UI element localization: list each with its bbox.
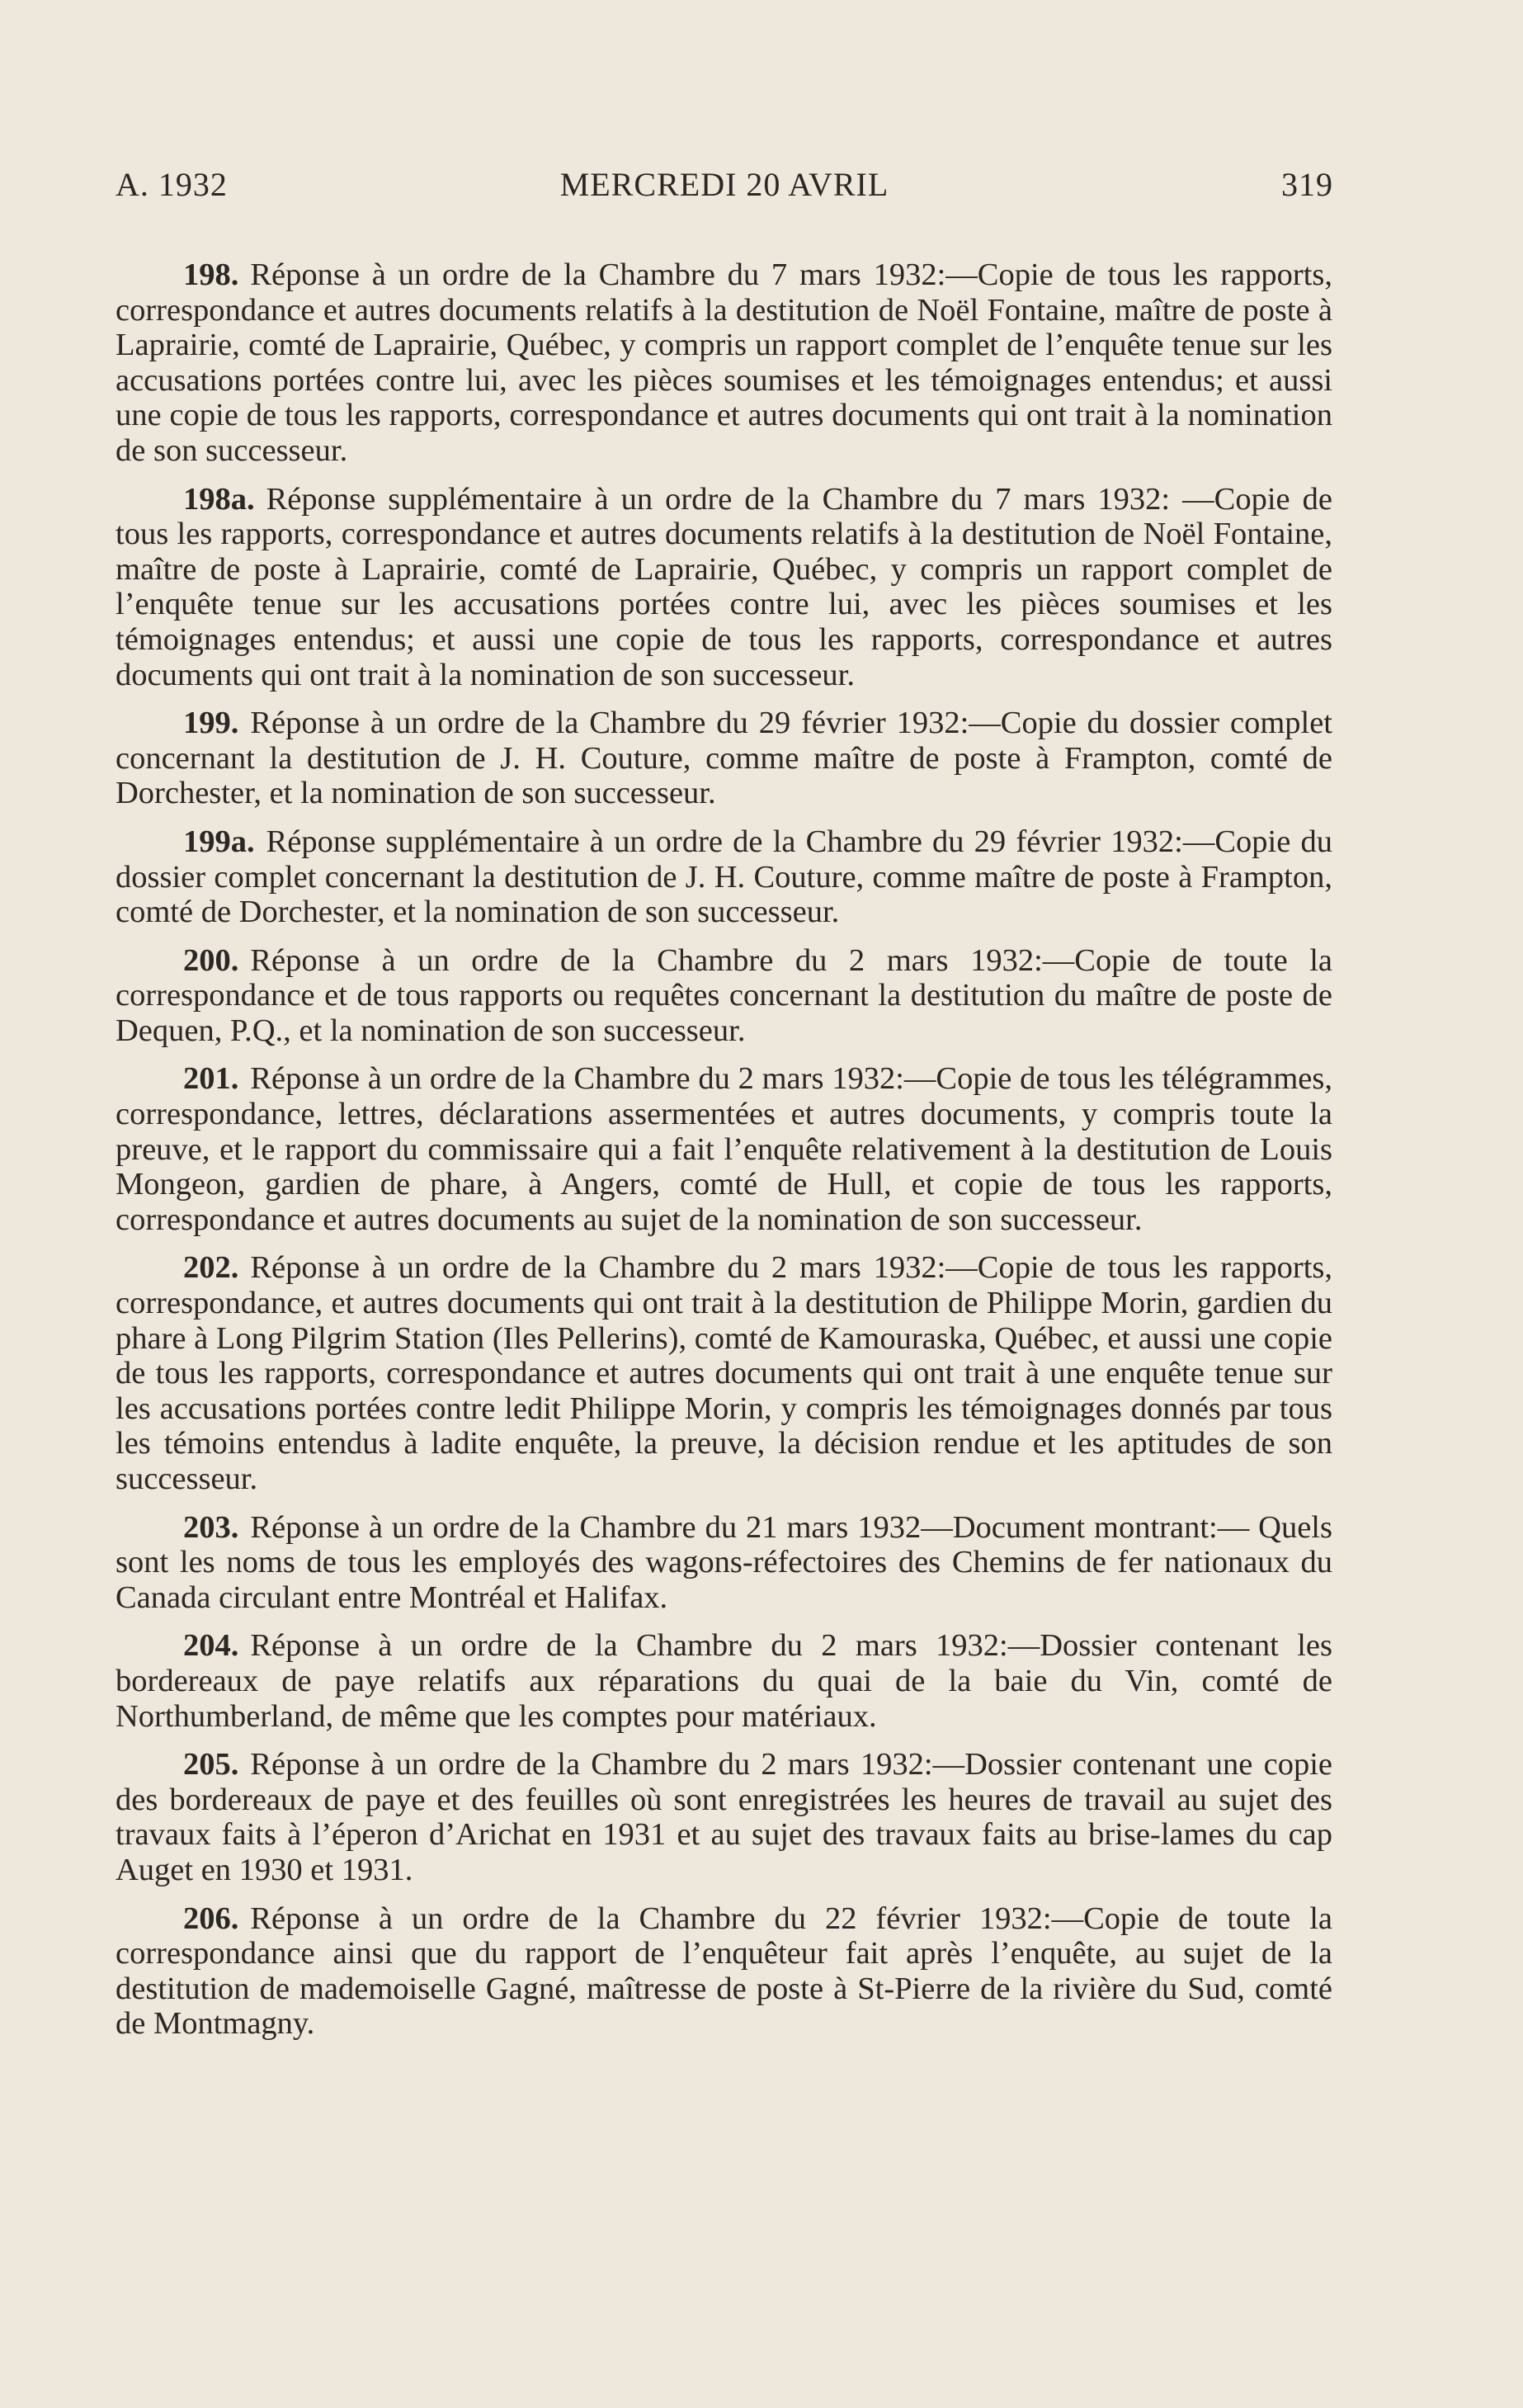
entry-number: 205. bbox=[183, 1747, 239, 1782]
entry-205 bbox=[116, 1747, 1332, 1887]
entry-text: Réponse à un ordre de la Chambre du 29 février 1932:—Copie du dossier complet concernant la destitution de J. H. Couture, comme maître de poste à Frampton, comté de Dorchester, et la nomination de son successeur. bbox=[116, 706, 1332, 811]
entry-204 bbox=[116, 1628, 1332, 1734]
entry-number: 198a. bbox=[183, 481, 255, 517]
entry-198 bbox=[116, 257, 1332, 469]
entry-199a bbox=[116, 824, 1332, 930]
page-number: 319 bbox=[1281, 166, 1333, 203]
entry-text: Réponse à un ordre de la Chambre du 2 mars 1932:—Copie de tous les télégrammes, correspondance, lettres, déclarations assermentées et autres documents, y compris toute la preuve, et le rapport du commissaire qui a fait l’enquête relativement à la destitution de Louis Mongeon, gardien de phare, à Angers, comté de Hull, et copie de tous les rapports, correspondance et autres documents au sujet de la nomination de son successeur. bbox=[116, 1061, 1332, 1237]
entry-203 bbox=[116, 1510, 1332, 1616]
entry-number: 202. bbox=[183, 1250, 239, 1286]
entry-202 bbox=[116, 1250, 1332, 1496]
entry-text: Réponse supplémentaire à un ordre de la Chambre du 7 mars 1932: —Copie de tous les rapports, correspondance et autres documents relatifs à la destitution de Noël Fontaine, maître de poste à Laprairie, comté de Laprairie, Québec, y compris un rapport complet de l’enquête tenue sur les accusations portées contre lui, avec les pièces soumises et les témoignages entendus; et aussi une copie de tous les rapports, correspondance et autres documents qui ont trait à la nomination de son successeur. bbox=[116, 481, 1332, 692]
entry-200 bbox=[116, 943, 1332, 1049]
entry-number: 206. bbox=[183, 1900, 239, 1936]
entry-text: Réponse à un ordre de la Chambre du 21 mars 1932—Document montrant:— Quels sont les noms de tous les employés des wagons-réfectoires des Chemins de fer nationaux du Canada circulant entre Montréal et Halifax. bbox=[116, 1509, 1332, 1615]
document-body bbox=[116, 257, 1332, 2055]
entry-number: 201. bbox=[183, 1061, 239, 1097]
header-date: MERCREDI 20 AVRIL bbox=[559, 166, 889, 203]
entry-text: Réponse à un ordre de la Chambre du 2 mars 1932:—Dossier contenant les bordereaux de paye relatifs aux réparations du quai de la baie du Vin, comté de Northumberland, de même que les comptes pour matériaux. bbox=[116, 1628, 1332, 1734]
entry-number: 200. bbox=[183, 942, 239, 978]
entry-text: Réponse supplémentaire à un ordre de la Chambre du 29 février 1932:—Copie du dossier complet concernant la destitution de J. H. Couture, comme maître de poste à Frampton, comté de Dorchester, et la nomination de son successeur. bbox=[116, 824, 1332, 930]
header-year: A. 1932 bbox=[116, 166, 228, 203]
entry-201 bbox=[116, 1061, 1332, 1237]
entry-number: 199a. bbox=[183, 824, 255, 859]
entry-text: Réponse à un ordre de la Chambre du 2 mars 1932:—Copie de tous les rapports, correspondance, et autres documents qui ont trait à la destitution de Philippe Morin, gardien du phare à Long Pilgrim Station (Iles Pellerins), comté de Kamouraska, Québec, et aussi une copie de tous les rapports, correspondance et autres documents qui ont trait à une enquête tenue sur les accusations portées contre ledit Philippe Morin, y compris les témoignages donnés par tous les témoins entendus à ladite enquête, la preuve, la décision rendue et les aptitudes de son successeur. bbox=[116, 1250, 1332, 1496]
entry-text: Réponse à un ordre de la Chambre du 22 février 1932:—Copie de toute la correspondance ainsi que du rapport de l’enquêteur fait après l’enquête, au sujet de la destitution de mademoiselle Gagné, maîtresse de poste à St-Pierre de la rivière du Sud, comté de Montmagny. bbox=[116, 1900, 1332, 2042]
entry-206 bbox=[116, 1901, 1332, 2042]
entry-number: 198. bbox=[183, 257, 239, 292]
entry-number: 199. bbox=[183, 706, 239, 741]
entry-number: 204. bbox=[183, 1628, 239, 1664]
entry-text: Réponse à un ordre de la Chambre du 2 mars 1932:—Dossier contenant une copie des bordereaux de paye et des feuilles où sont enregistrées les heures de travail au sujet des travaux faits à l’éperon d’Arichat en 1931 et au sujet des travaux faits au brise-lames du cap Auget en 1930 et 1931. bbox=[116, 1747, 1332, 1887]
entry-198a bbox=[116, 482, 1332, 693]
running-header bbox=[116, 165, 1333, 215]
entry-text: Réponse à un ordre de la Chambre du 2 mars 1932:—Copie de toute la correspondance et de tous rapports ou requêtes concernant la destitution du maître de poste de Dequen, P.Q., et la nomination de son successeur. bbox=[116, 942, 1332, 1048]
entry-number: 203. bbox=[183, 1509, 239, 1545]
entry-199 bbox=[116, 706, 1332, 811]
entry-text: Réponse à un ordre de la Chambre du 7 mars 1932:—Copie de tous les rapports, correspondance et autres documents relatifs à la destitution de Noël Fontaine, maître de poste à Laprairie, comté de Laprairie, Québec, y compris un rapport complet de l’enquête tenue sur les accusations portées contre lui, avec les pièces soumises et les témoignages entendus; et aussi une copie de tous les rapports, correspondance et autres documents qui ont trait à la nomination de son successeur. bbox=[116, 257, 1332, 468]
